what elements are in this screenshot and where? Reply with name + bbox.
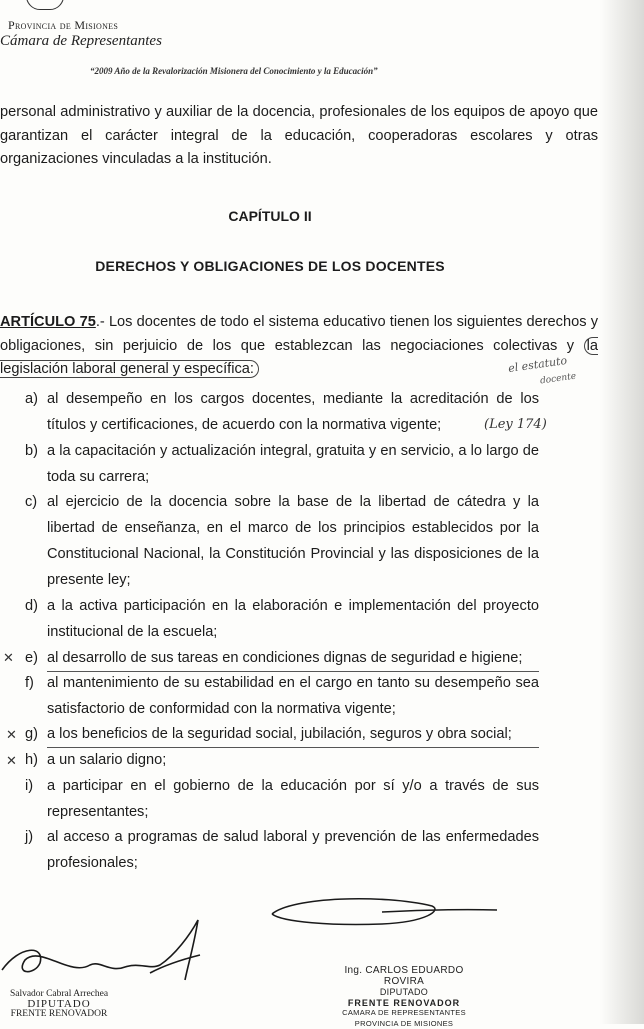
article-separator: .- xyxy=(96,314,109,330)
header-motto: “2009 Año de la Revalorización Misionera del Conocimiento y la Educación” xyxy=(90,66,378,76)
signer-left-title: DIPUTADO xyxy=(0,999,118,1009)
section-heading: DERECHOS Y OBLIGACIONES DE LOS DOCENTES xyxy=(0,258,540,274)
header-province: Provincia de Misiones xyxy=(8,18,118,33)
item-letter: h) xyxy=(25,747,38,773)
item-text: al desarrollo de sus tareas en condiciones dignas de seguridad e higiene; xyxy=(47,645,539,672)
intro-paragraph: personal administrativo y auxiliar de la docencia, profesionales de los equipos de apoyo que garantizan el carácter integral de la educación, cooperadoras escolares y otras organizaciones vinculadas a la institución. xyxy=(0,101,598,172)
signature-left-block xyxy=(0,989,118,1019)
signer-right-name: Ing. CARLOS EDUARDO ROVIRA xyxy=(330,966,478,987)
scan-page-edge xyxy=(600,0,644,1024)
item-letter: j) xyxy=(25,824,33,850)
list-item-c xyxy=(25,489,539,593)
item-text: al acceso a programas de salud laboral y prevención de las enfermedades profesionales; xyxy=(47,824,539,876)
signature-right-block xyxy=(330,966,478,1029)
article-text: Los docentes de todo el sistema educativo tienen los siguientes derechos y obligaciones, sin perjuicio de los que establezcan las negociaciones colectivas y xyxy=(0,314,598,354)
check-mark-e-icon: ✕ xyxy=(3,651,14,666)
margin-note-estatuto: el estatuto xyxy=(507,354,567,375)
signer-right-title: DIPUTADO xyxy=(330,987,478,998)
margin-note-docente: docente xyxy=(539,372,576,387)
signature-left-icon xyxy=(0,915,210,990)
list-item-d xyxy=(25,593,539,645)
item-text: al desempeño en los cargos docentes, mediante la acreditación de los títulos y certificaciones, de acuerdo con la normativa vigente; xyxy=(47,386,539,438)
list-item-e xyxy=(25,645,539,672)
check-mark-g-icon: ✕ xyxy=(6,728,17,743)
list-item-i xyxy=(25,773,539,825)
item-letter: g) xyxy=(25,721,38,747)
list-item-j xyxy=(25,824,539,876)
item-letter: a) xyxy=(25,386,38,412)
item-letter: c) xyxy=(25,489,37,515)
list-item-b xyxy=(25,438,539,490)
check-mark-h-icon: ✕ xyxy=(6,754,17,769)
ley-note-text: Ley 174 xyxy=(489,417,542,432)
item-letter: b) xyxy=(25,438,38,464)
item-letter: i) xyxy=(25,773,33,799)
signer-left-bloc: FRENTE RENOVADOR xyxy=(0,1009,118,1019)
list-item-f xyxy=(25,670,539,722)
signature-right-icon xyxy=(262,892,502,937)
list-item-g xyxy=(25,721,539,748)
item-text: a participar en el gobierno de la educación por sí y/o a través de sus representantes; xyxy=(47,773,539,825)
item-text: al mantenimiento de su estabilidad en el cargo en tanto su desempeño sea satisfactorio de conformidad con la normativa vigente; xyxy=(47,670,539,722)
header-chamber: Cámara de Representantes xyxy=(0,33,162,50)
list-item-a xyxy=(25,386,539,438)
circled-phrase: la legislación laboral general y específica: xyxy=(0,337,598,379)
signer-right-province: PROVINCIA DE MISIONES xyxy=(330,1019,478,1029)
list-item-h xyxy=(25,747,539,773)
item-text: a la capacitación y actualización integral, gratuita y en servicio, a lo largo de toda su carrera; xyxy=(47,438,539,490)
signer-right-chamber: CAMARA DE REPRESENTANTES xyxy=(330,1008,478,1019)
item-text: a un salario digno; xyxy=(47,747,539,773)
item-text: a la activa participación en la elaboración e implementación del proyecto institucional de la escuela; xyxy=(47,593,539,645)
article-label: ARTÍCULO 75 xyxy=(0,314,96,330)
handwritten-ley-note: (Ley 174) xyxy=(484,417,547,432)
item-letter: d) xyxy=(25,593,38,619)
item-letter: f) xyxy=(25,670,34,696)
signer-left-name: Salvador Cabral Arrechea xyxy=(0,989,118,999)
item-text: al ejercicio de la docencia sobre la base de la libertad de cátedra y la libertad de enseñanza, en el marco de los principios establecidos por la Constitucional Nacional, la Constitución Provincial y las disposiciones de la presente ley; xyxy=(47,489,539,593)
signer-right-bloc: FRENTE RENOVADOR xyxy=(330,998,478,1009)
seal-emblem xyxy=(26,0,64,10)
chapter-heading: CAPÍTULO II xyxy=(0,208,540,224)
item-letter: e) xyxy=(25,645,38,671)
item-text: a los beneficios de la seguridad social, jubilación, seguros y obra social; xyxy=(47,721,539,748)
